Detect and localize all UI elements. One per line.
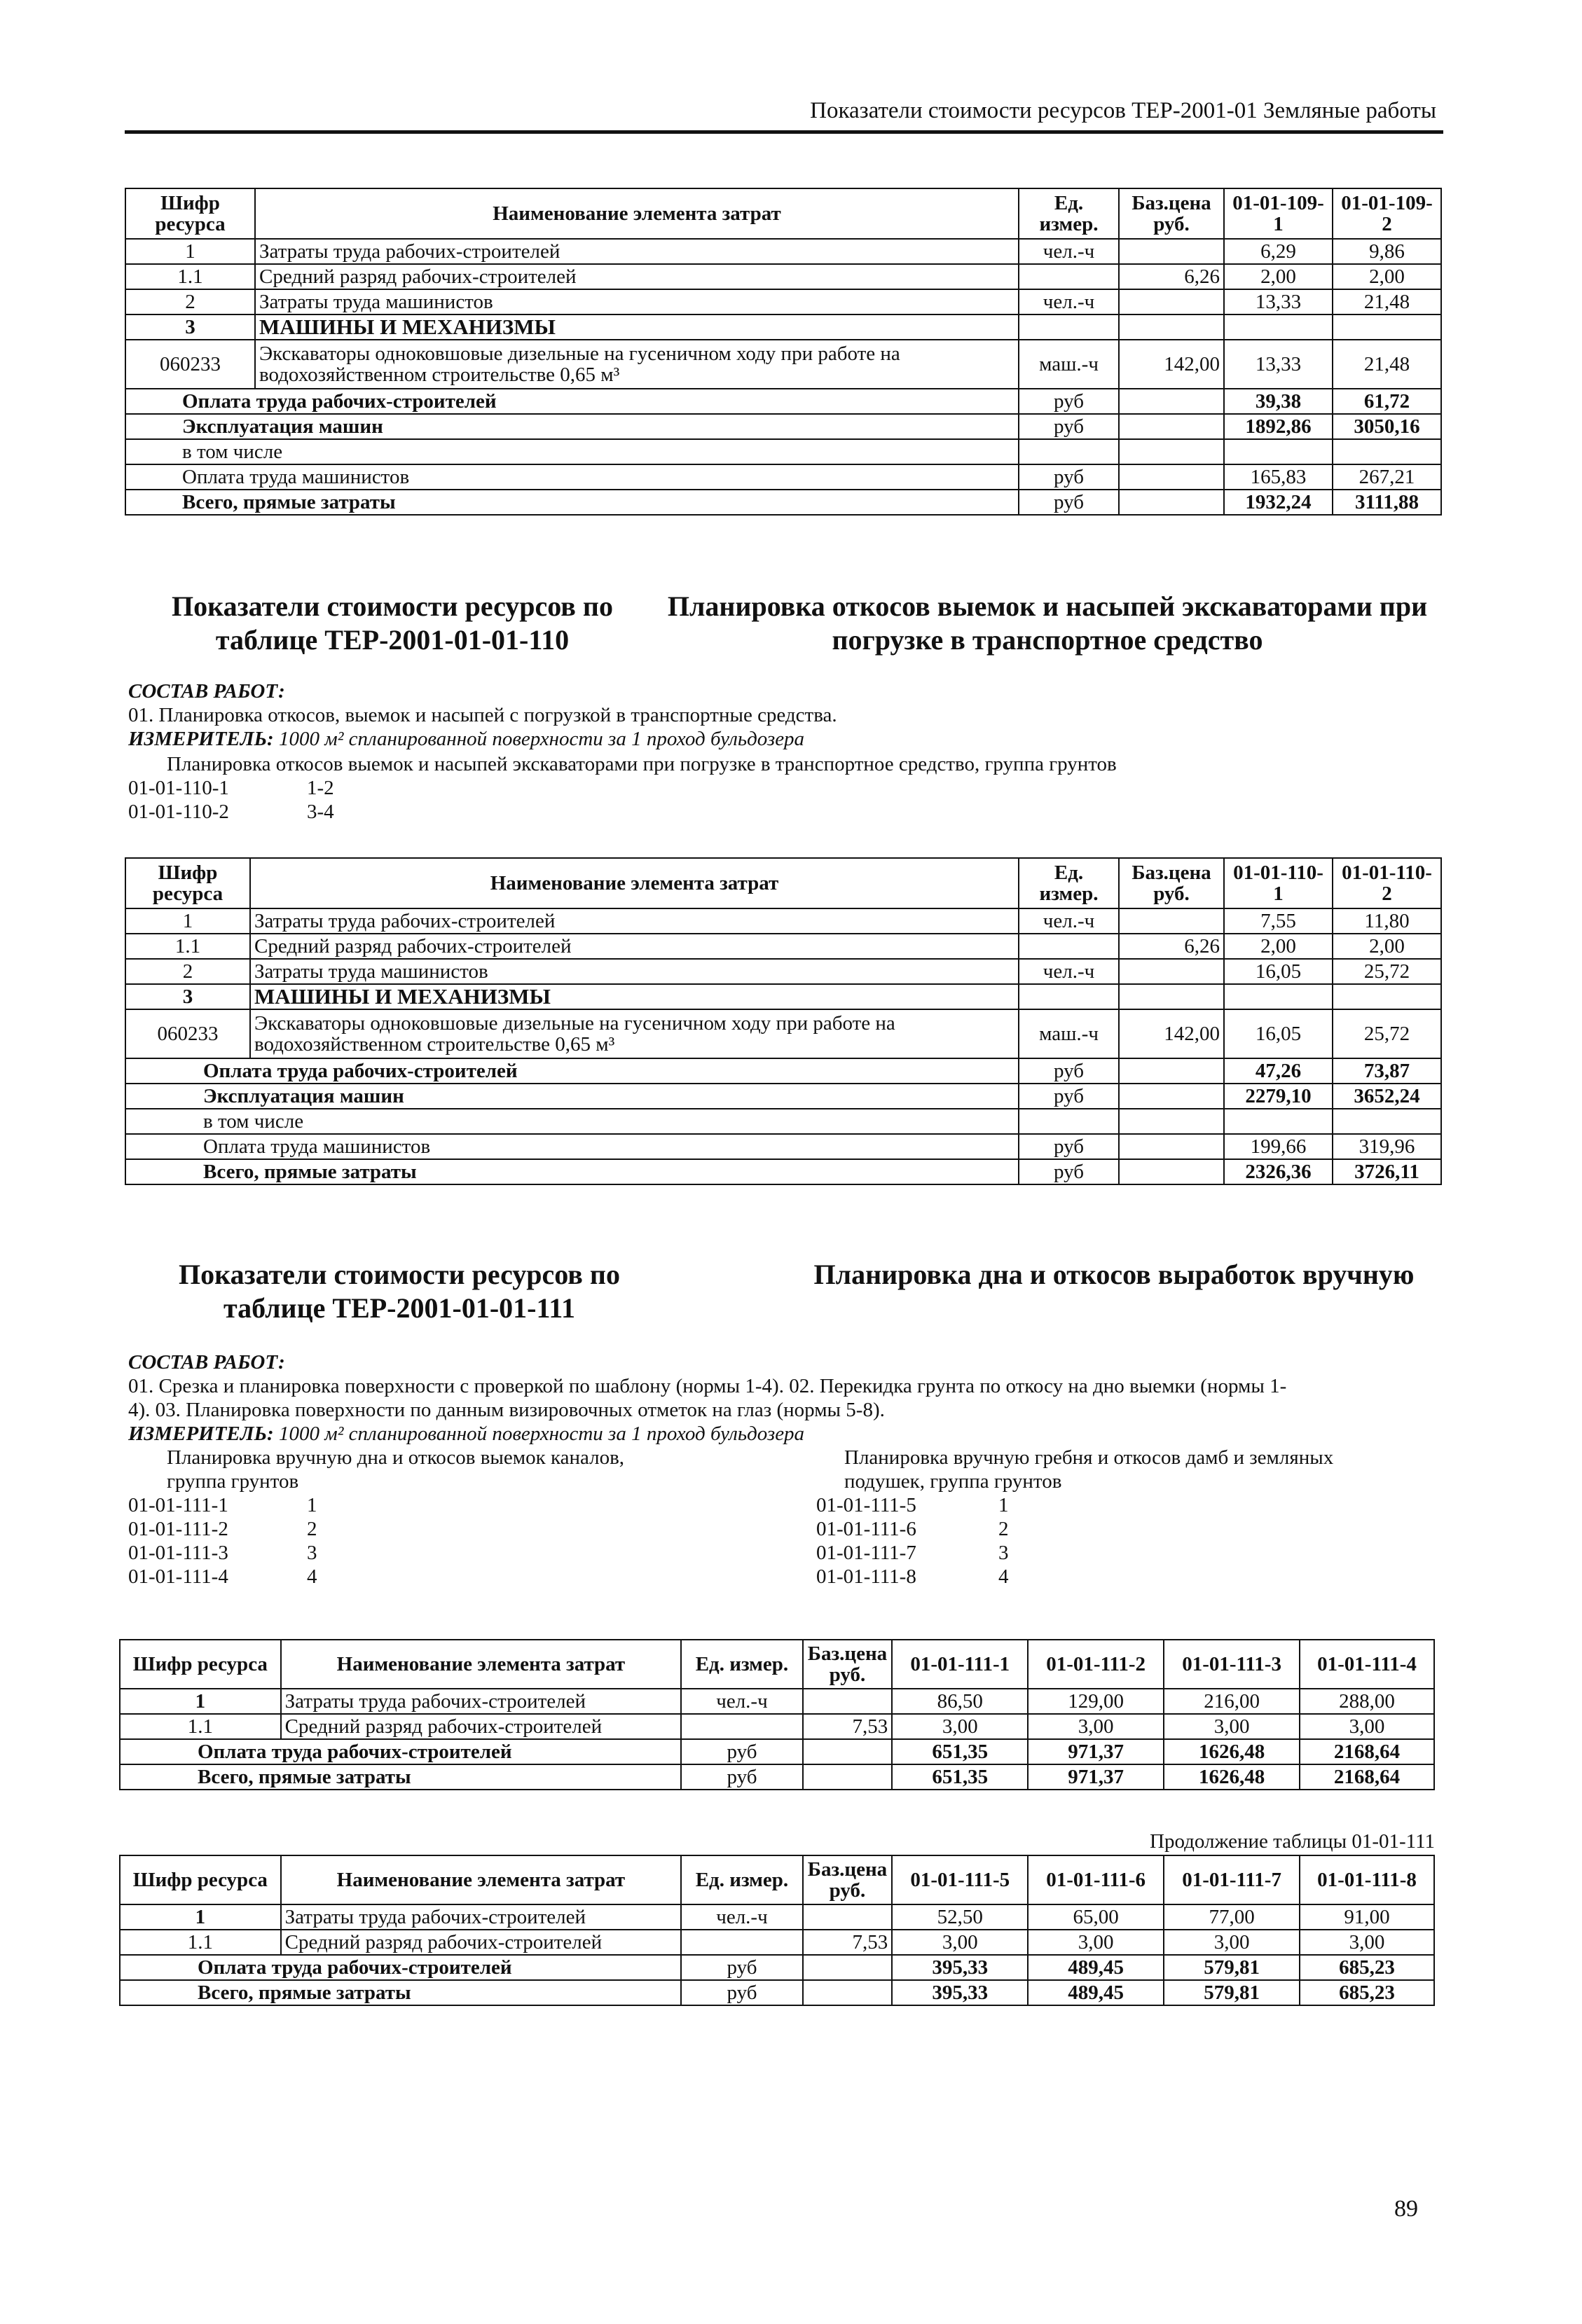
table-row: 3 МАШИНЫ И МЕХАНИЗМЫ: [125, 984, 1441, 1009]
section-111-title-right: Планировка дна и откосов выработок вручную: [813, 1259, 1415, 1290]
summary-row: Оплата труда машинистов руб 199,66 319,96: [125, 1134, 1441, 1159]
left-desc-1: Планировка вручную дна и откосов выемок каналов,: [167, 1446, 625, 1469]
legend-item: 01-01-110-1 1-2: [128, 777, 334, 799]
summary-row: Оплата труда рабочих-строителей руб 39,38 61,72: [125, 389, 1441, 414]
table-row: 2 Затраты труда машинистов чел.-ч 13,33 21,48: [125, 289, 1441, 314]
section-110-desc: Планировка откосов выемок и насыпей экскаваторами при погрузке в транспортное средство, группа грунтов: [167, 753, 1117, 775]
header-col-1: 01-01-109-1: [1224, 188, 1333, 239]
header-col-2: 01-01-110-2: [1333, 858, 1441, 908]
sostav-line-1: 01. Срезка и планировка поверхности с проверкой по шаблону (нормы 1-4). 02. Перекидка грунта по откосу на дно выемки (нормы 1-: [128, 1375, 1287, 1397]
table-row: 1.1 Средний разряд рабочих-строителей 6,26 2,00 2,00: [125, 934, 1441, 959]
right-desc-1: Планировка вручную гребня и откосов дамб и земляных: [844, 1446, 1334, 1469]
header-unit: Ед. измер.: [1019, 188, 1119, 239]
table-row: 1 Затраты труда рабочих-строителей чел.-ч 86,50 129,00 216,00 288,00: [120, 1689, 1434, 1714]
sostav-label: СОСТАВ РАБОТ:: [128, 1351, 285, 1374]
summary-row: Всего, прямые затраты руб 395,33 489,45 579,81 685,23: [120, 1980, 1434, 2005]
table-109: [125, 188, 1442, 516]
header-name: Наименование элемента затрат: [250, 858, 1019, 908]
header-col-2: 01-01-109-2: [1333, 188, 1441, 239]
right-desc-2: подушек, группа грунтов: [844, 1470, 1062, 1493]
table-row: 060233 Экскаваторы одноковшовые дизельные на гусеничном ходу при работе на водохозяйственном строительстве 0,65 м³ маш.-ч 142,00 16,05 25,72: [125, 1009, 1441, 1058]
izmeritel-line: [128, 727, 804, 751]
table-row: 1.1 Средний разряд рабочих-строителей 7,53 3,00 3,00 3,00 3,00: [120, 1714, 1434, 1739]
summary-row: Всего, прямые затраты руб 2326,36 3726,11: [125, 1159, 1441, 1184]
header-price: Баз.цена руб.: [1119, 188, 1224, 239]
table-row: 1.1 Средний разряд рабочих-строителей 7,53 3,00 3,00 3,00 3,00: [120, 1930, 1434, 1955]
page-number: 89: [1394, 2196, 1418, 2222]
table-row: 1 Затраты труда рабочих-строителей чел.-ч 6,29 9,86: [125, 239, 1441, 264]
sostav-text: 01. Планировка откосов, выемок и насыпей с погрузкой в транспортные средства.: [128, 704, 837, 726]
izmeritel-label: ИЗМЕРИТЕЛЬ:: [128, 728, 274, 750]
summary-row: в том числе: [125, 1109, 1441, 1134]
table-row: 1 Затраты труда рабочих-строителей чел.-ч 7,55 11,80: [125, 908, 1441, 934]
summary-row: Всего, прямые затраты руб 1932,24 3111,88: [125, 490, 1441, 515]
izmeritel-label: ИЗМЕРИТЕЛЬ:: [128, 1423, 274, 1445]
summary-row: Всего, прямые затраты руб 651,35 971,37 1626,48 2168,64: [120, 1764, 1434, 1790]
header-rule: [125, 130, 1443, 134]
legend-item: 01-01-111-7 3: [816, 1542, 1009, 1564]
continuation-caption: Продолжение таблицы 01-01-111: [1150, 1830, 1435, 1853]
sostav-line-2: 4). 03. Планировка поверхности по данным визировочных отметок на глаз (нормы 5-8).: [128, 1399, 885, 1421]
left-desc-2: группа грунтов: [167, 1470, 299, 1493]
header-code: Шифр ресурса: [125, 188, 255, 239]
table-111-part-1: Шифр ресурса Наименование элемента затрат Ед. измер. Баз.цена руб. 01-01-111-1 01-01-111-2 01-01-111-3 01-01-111-4 1 Затраты труда рабочих-строителей чел.-ч 86,50 129,00 216,00 288,00 1.1 Средний разряд рабочих-строителей 7,53 3,00 3,00 3,00 3,00 Оплата труда рабочих-строителей руб 651,35 971,37 1626,48 2168,64 Всего, прямые затраты руб 651,35 971,37 1626,48 2168,64: [119, 1639, 1435, 1790]
section-110-title-left: Показатели стоимости ресурсов по таблице ТЕР-2001-01-01-110: [172, 590, 613, 656]
summary-row: Эксплуатация машин руб 1892,86 3050,16: [125, 414, 1441, 439]
table-row: 1.1 Средний разряд рабочих-строителей 6,26 2,00 2,00: [125, 264, 1441, 289]
header-col-1: 01-01-110-1: [1224, 858, 1333, 908]
legend-item: 01-01-111-3 3: [128, 1542, 317, 1564]
summary-row: Оплата труда рабочих-строителей руб 47,26 73,87: [125, 1058, 1441, 1084]
legend-item: 01-01-111-2 2: [128, 1518, 317, 1540]
header-code: Шифр ресурса: [125, 858, 250, 908]
header-unit: Ед. измер.: [1019, 858, 1119, 908]
izmeritel-text: 1000 м² спланированной поверхности за 1 проход бульдозера: [278, 728, 805, 750]
summary-row: Оплата труда рабочих-строителей руб 395,33 489,45 579,81 685,23: [120, 1955, 1434, 1980]
table-row: 2 Затраты труда машинистов чел.-ч 16,05 25,72: [125, 959, 1441, 984]
legend-item: 01-01-111-8 4: [816, 1565, 1009, 1588]
running-header: Показатели стоимости ресурсов ТЕР-2001-01 Земляные работы: [810, 98, 1436, 123]
table-row: 1 Затраты труда рабочих-строителей чел.-ч 52,50 65,00 77,00 91,00: [120, 1904, 1434, 1930]
table-111-part-2: Шифр ресурса Наименование элемента затрат Ед. измер. Баз.цена руб. 01-01-111-5 01-01-111-6 01-01-111-7 01-01-111-8 1 Затраты труда рабочих-строителей чел.-ч 52,50 65,00 77,00 91,00 1.1 Средний разряд рабочих-строителей 7,53 3,00 3,00 3,00 3,00 Оплата труда рабочих-строителей руб 395,33 489,45 579,81 685,23 Всего, прямые затраты руб 395,33 489,45 579,81 685,23: [119, 1855, 1435, 2006]
legend-item: 01-01-111-1 1: [128, 1494, 317, 1516]
section-111-title-left: Показатели стоимости ресурсов по таблице ТЕР-2001-01-01-111: [179, 1259, 620, 1324]
table-row: 3 МАШИНЫ И МЕХАНИЗМЫ: [125, 314, 1441, 340]
summary-row: Оплата труда рабочих-строителей руб 651,35 971,37 1626,48 2168,64: [120, 1739, 1434, 1764]
izmeritel-text: 1000 м² спланированной поверхности за 1 проход бульдозера: [278, 1423, 805, 1445]
summary-row: Эксплуатация машин руб 2279,10 3652,24: [125, 1084, 1441, 1109]
table-row: 060233 Экскаваторы одноковшовые дизельные на гусеничном ходу при работе на водохозяйственном строительстве 0,65 м³ маш.-ч 142,00 13,33 21,48: [125, 340, 1441, 389]
summary-row: Оплата труда машинистов руб 165,83 267,21: [125, 464, 1441, 490]
izmeritel-line: [128, 1422, 804, 1446]
legend-item: 01-01-110-2 3-4: [128, 801, 334, 823]
header-price: Баз.цена руб.: [1119, 858, 1224, 908]
table-110: [125, 857, 1442, 1185]
legend-item: 01-01-111-5 1: [816, 1494, 1009, 1516]
legend-item: 01-01-111-4 4: [128, 1565, 317, 1588]
legend-item: 01-01-111-6 2: [816, 1518, 1009, 1540]
summary-row: в том числе: [125, 439, 1441, 464]
section-110-title-right: Планировка откосов выемок и насыпей экскаваторами при погрузке в транспортное средство: [667, 590, 1428, 656]
sostav-label: СОСТАВ РАБОТ:: [128, 680, 285, 703]
header-name: Наименование элемента затрат: [255, 188, 1019, 239]
